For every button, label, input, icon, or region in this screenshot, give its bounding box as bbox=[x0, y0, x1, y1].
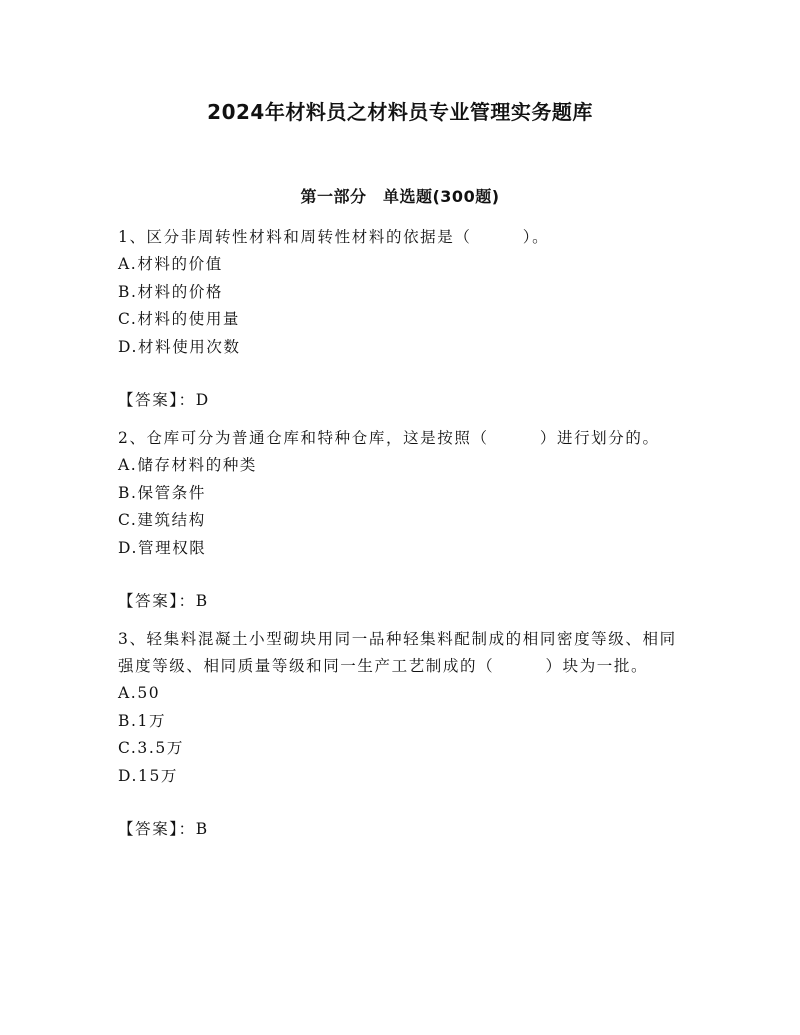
option-c: C.建筑结构 bbox=[118, 511, 206, 529]
question-item bbox=[118, 425, 683, 615]
option-a: A.储存材料的种类 bbox=[118, 456, 258, 474]
question-text: 1、区分非周转性材料和周转性材料的依据是（ ）。 bbox=[118, 228, 550, 246]
option-b: B.保管条件 bbox=[118, 483, 206, 502]
answer-line: 【答案】：B bbox=[118, 592, 209, 610]
question-list bbox=[118, 224, 683, 854]
option-b: B.材料的价格 bbox=[118, 282, 224, 301]
option-list bbox=[118, 251, 683, 361]
option-a: A.材料的价值 bbox=[118, 255, 223, 273]
question-text: 3、轻集料混凝土小型砌块用同一品种轻集料配制成的相同密度等级、相同强度等级、相同质量等级和同一生产工艺制成的（ ）块为一批。 bbox=[118, 630, 677, 675]
answer-line: 【答案】：B bbox=[118, 820, 209, 838]
option-d: D.管理权限 bbox=[118, 538, 207, 557]
option-b: B.1万 bbox=[118, 711, 167, 730]
document-title: 2024年材料员之材料员专业管理实务题库 bbox=[207, 100, 593, 124]
answer-line: 【答案】：D bbox=[118, 391, 210, 409]
option-d: D.材料使用次数 bbox=[118, 337, 241, 356]
question-item bbox=[118, 224, 683, 414]
option-c: C.材料的使用量 bbox=[118, 310, 241, 328]
option-list bbox=[118, 680, 683, 790]
question-text: 2、仓库可分为普通仓库和特种仓库，这是按照（ ）进行划分的。 bbox=[118, 429, 660, 447]
option-d: D.15万 bbox=[118, 766, 179, 785]
section-heading: 第一部分 单选题(300题) bbox=[300, 187, 500, 206]
option-list bbox=[118, 452, 683, 562]
option-a: A.50 bbox=[118, 684, 161, 702]
question-item bbox=[118, 626, 683, 843]
option-c: C.3.5万 bbox=[118, 739, 184, 757]
